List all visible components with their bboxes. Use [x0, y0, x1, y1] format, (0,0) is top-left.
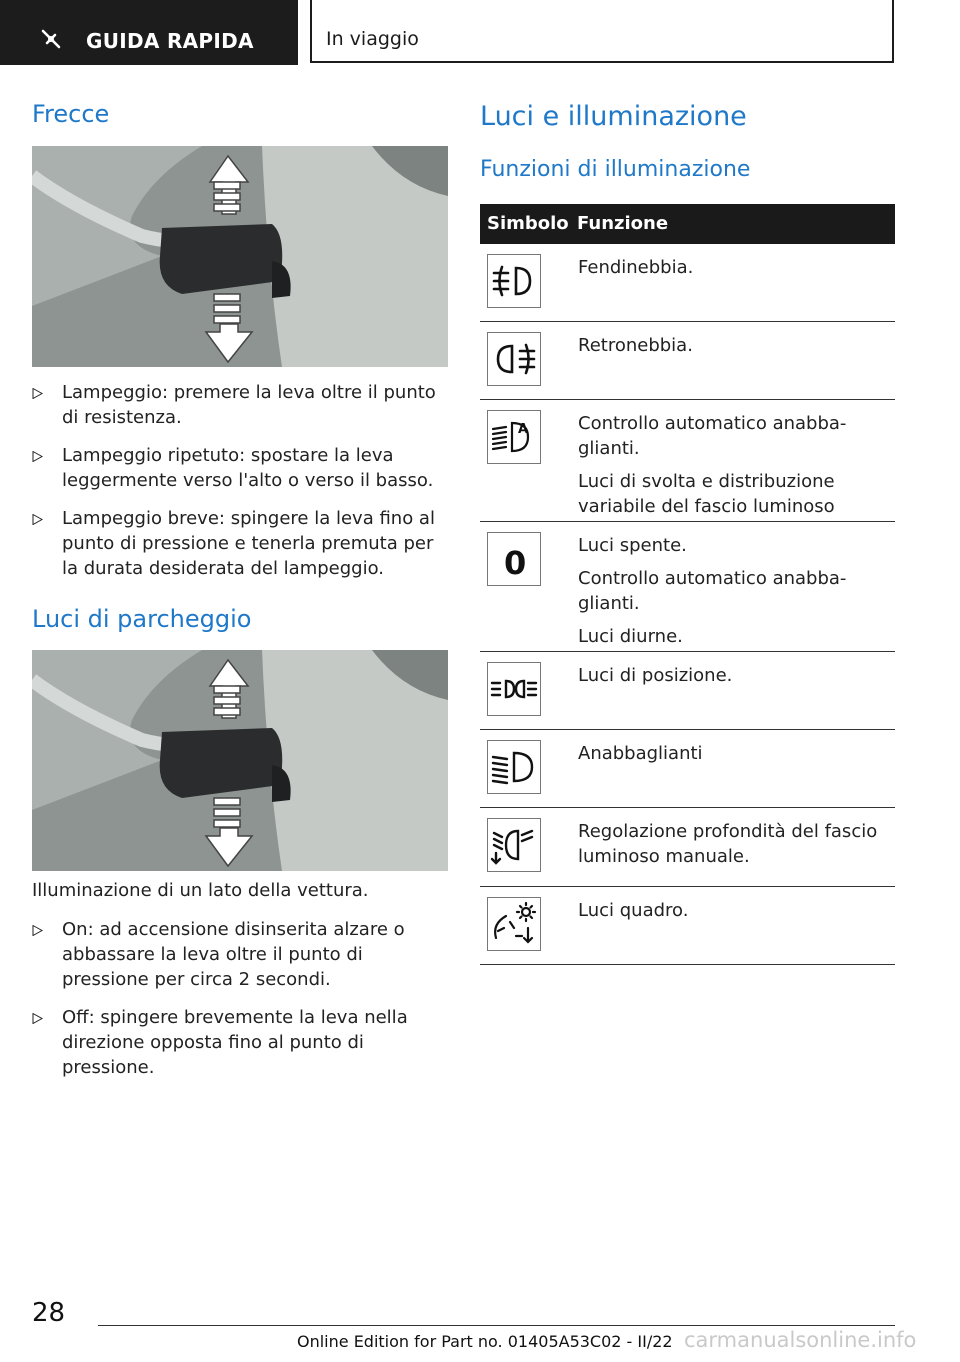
list-item [32, 443, 448, 493]
parking-lights-icon [487, 662, 541, 716]
table-row [480, 730, 895, 808]
triangle-bullet-icon [32, 388, 43, 399]
table-row [480, 244, 895, 322]
parcheggio-bullet-list [32, 917, 448, 1093]
triangle-bullet-icon [32, 451, 43, 462]
svg-text:A: A [518, 422, 529, 437]
low-beam-icon [487, 740, 541, 794]
header-section-tab [310, 0, 894, 63]
function-text: Controllo automatico anabbaglianti. [578, 413, 847, 459]
svg-text:0: 0 [504, 544, 527, 582]
parking-light-lever-image [32, 650, 448, 871]
section-title: In viaggio [326, 28, 419, 50]
frecce-heading: Frecce [32, 100, 110, 128]
footer-edition: Online Edition for Part no. 01405A53C02 - II/22 [297, 1332, 673, 1351]
table-row [480, 400, 895, 522]
instrument-lighting-icon [487, 897, 541, 951]
table-row [480, 808, 895, 887]
luci-heading: Luci e illuminazione [480, 101, 747, 132]
function-text: Anabbaglianti [578, 743, 703, 764]
lighting-functions-table [480, 204, 895, 965]
list-item [32, 380, 448, 430]
headlight-range-icon [487, 818, 541, 872]
quick-guide-star-icon [40, 28, 62, 50]
function-text: Luci diurne. [578, 626, 683, 647]
frecce-bullet-list [32, 380, 448, 594]
bullet-text: Off: spingere brevemente la leva nella direzione opposta fino al punto di pressione. [62, 1007, 408, 1078]
watermark: carmanualsonline.info [684, 1328, 917, 1352]
list-item [32, 1005, 448, 1080]
triangle-bullet-icon [32, 514, 43, 525]
table-header [480, 204, 895, 244]
function-text: Controllo automatico anabbaglianti. [578, 568, 847, 614]
guide-title: GUIDA RAPIDA [86, 29, 254, 53]
function-text: Fendinebbia. [578, 257, 694, 278]
header-guide-tab [0, 0, 298, 65]
parcheggio-intro: Illuminazione di un lato della vettura. [32, 880, 369, 901]
function-text: Luci di svolta e distribuzione variabile del fascio luminoso [578, 471, 835, 517]
table-row [480, 652, 895, 730]
triangle-bullet-icon [32, 1013, 43, 1024]
fog-light-rear-icon [487, 332, 541, 386]
footer-divider [98, 1325, 895, 1326]
table-row [480, 322, 895, 400]
auto-high-beam-icon [487, 410, 541, 464]
function-text: Luci di posizione. [578, 665, 733, 686]
list-item [32, 917, 448, 992]
lights-off-zero-icon [487, 532, 541, 586]
function-text: Luci spente. [578, 535, 687, 556]
table-row [480, 887, 895, 965]
funzioni-subheading: Funzioni di illuminazione [480, 157, 751, 182]
bullet-text: Lampeggio breve: spingere la leva fino al punto di pressione e tenerla premuta per la durata desiderata del lampeggio. [62, 508, 435, 579]
page-number: 28 [32, 1298, 66, 1328]
turn-signal-lever-image [32, 146, 448, 367]
bullet-text: Lampeggio ripetuto: spostare la leva leggermente verso l'alto o verso il basso. [62, 445, 434, 491]
list-item [32, 506, 448, 581]
triangle-bullet-icon [32, 925, 43, 936]
table-row [480, 522, 895, 652]
parcheggio-heading: Luci di parcheggio [32, 605, 252, 633]
function-text: Luci quadro. [578, 900, 689, 921]
column-header-symbol: Simbolo [487, 213, 569, 234]
function-text: Retronebbia. [578, 335, 693, 356]
bullet-text: On: ad accensione disinserita alzare o abbassare la leva oltre il punto di pressione per circa 2 secondi. [62, 919, 405, 990]
function-text: Regolazione profondità del fascio luminoso manuale. [578, 821, 878, 867]
column-header-function: Funzione [577, 213, 669, 234]
bullet-text: Lampeggio: premere la leva oltre il punto di resistenza. [62, 382, 436, 428]
fog-light-front-icon [487, 254, 541, 308]
